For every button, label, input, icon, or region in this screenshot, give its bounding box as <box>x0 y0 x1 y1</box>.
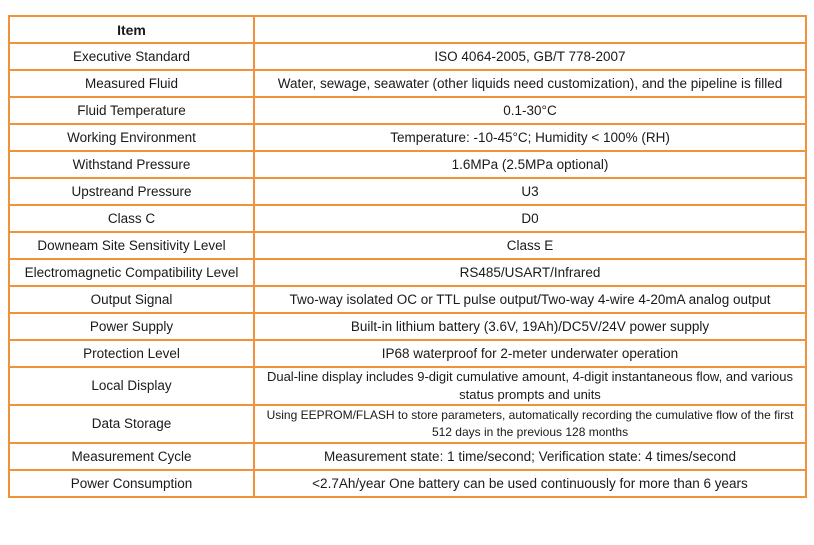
header-value <box>254 16 806 43</box>
row-item: Electromagnetic Compatibility Level <box>9 259 254 286</box>
table-row <box>9 405 806 443</box>
row-item: Local Display <box>9 367 254 405</box>
row-item: Fluid Temperature <box>9 97 254 124</box>
table-row <box>9 151 806 178</box>
row-value: IP68 waterproof for 2-meter underwater operation <box>254 340 806 367</box>
row-item: Working Environment <box>9 124 254 151</box>
table-row <box>9 178 806 205</box>
row-item: Measurement Cycle <box>9 443 254 470</box>
row-value: ISO 4064-2005, GB/T 778-2007 <box>254 43 806 70</box>
row-value: 0.1-30°C <box>254 97 806 124</box>
row-item: Withstand Pressure <box>9 151 254 178</box>
table-row <box>9 367 806 405</box>
table-row <box>9 70 806 97</box>
row-value: Measurement state: 1 time/second; Verification state: 4 times/second <box>254 443 806 470</box>
row-item: Class C <box>9 205 254 232</box>
row-item: Output Signal <box>9 286 254 313</box>
row-value: Two-way isolated OC or TTL pulse output/Two-way 4-wire 4-20mA analog output <box>254 286 806 313</box>
row-item: Downeam Site Sensitivity Level <box>9 232 254 259</box>
row-value: RS485/USART/Infrared <box>254 259 806 286</box>
table-row <box>9 443 806 470</box>
row-item: Measured Fluid <box>9 70 254 97</box>
spec-table-container <box>8 15 805 498</box>
table-row <box>9 97 806 124</box>
row-value: U3 <box>254 178 806 205</box>
row-value: D0 <box>254 205 806 232</box>
row-value: Temperature: -10-45°C; Humidity < 100% (RH) <box>254 124 806 151</box>
row-value: <2.7Ah/year One battery can be used continuously for more than 6 years <box>254 470 806 497</box>
row-item: Power Supply <box>9 313 254 340</box>
row-value: Dual-line display includes 9-digit cumulative amount, 4-digit instantaneous flow, and various status prompts and units <box>254 367 806 405</box>
table-row <box>9 286 806 313</box>
specification-table <box>8 15 807 498</box>
table-row <box>9 43 806 70</box>
table-row <box>9 124 806 151</box>
row-value: Built-in lithium battery (3.6V, 19Ah)/DC5V/24V power supply <box>254 313 806 340</box>
row-item: Power Consumption <box>9 470 254 497</box>
table-header-row <box>9 16 806 43</box>
row-item: Upstreand Pressure <box>9 178 254 205</box>
row-value: Using EEPROM/FLASH to store parameters, automatically recording the cumulative flow of the first 512 days in the previous 128 months <box>254 405 806 443</box>
row-value: Class E <box>254 232 806 259</box>
row-item: Data Storage <box>9 405 254 443</box>
header-item: Item <box>9 16 254 43</box>
table-row <box>9 205 806 232</box>
table-row <box>9 232 806 259</box>
row-value: 1.6MPa (2.5MPa optional) <box>254 151 806 178</box>
row-item: Executive Standard <box>9 43 254 70</box>
table-row <box>9 313 806 340</box>
table-row <box>9 340 806 367</box>
table-row <box>9 470 806 497</box>
row-item: Protection Level <box>9 340 254 367</box>
table-row <box>9 259 806 286</box>
row-value: Water, sewage, seawater (other liquids need customization), and the pipeline is filled <box>254 70 806 97</box>
